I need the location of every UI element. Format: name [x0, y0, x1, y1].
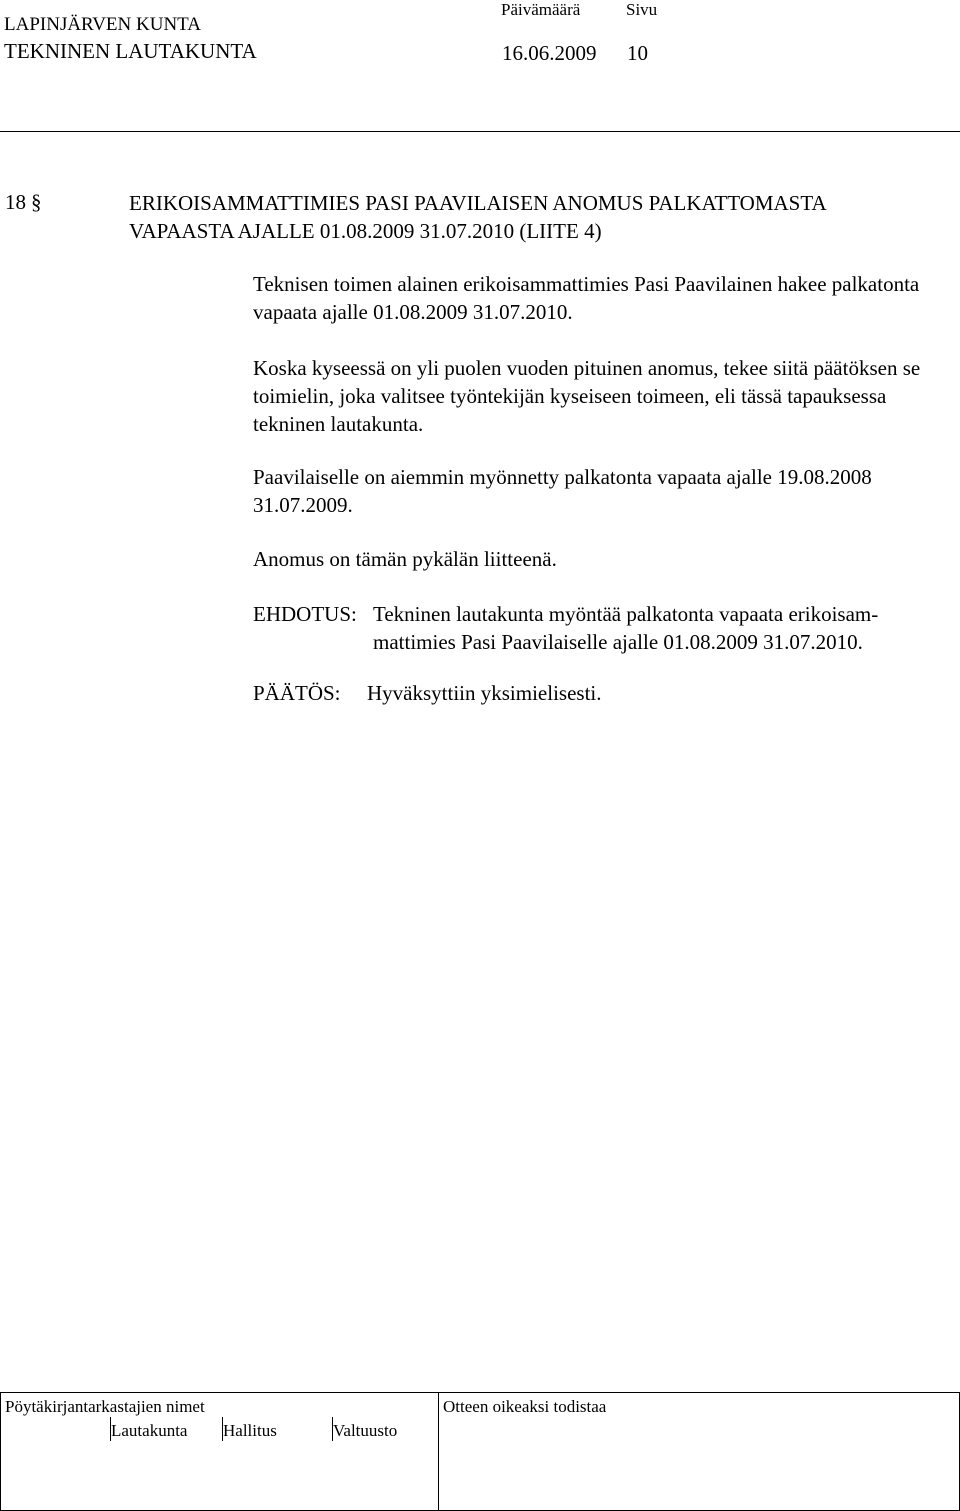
- signature-footer: [0, 1392, 960, 1511]
- column-lautakunta: Lautakunta: [111, 1421, 188, 1440]
- decision-text: Hyväksyttiin yksimielisesti.: [367, 681, 602, 705]
- header-divider: [0, 131, 960, 132]
- board-name: TEKNINEN LAUTAKUNTA: [4, 39, 257, 63]
- column-valtuusto: Valtuusto: [333, 1421, 398, 1440]
- section-number: 18: [5, 190, 26, 214]
- page-label: Sivu: [626, 0, 658, 19]
- date-label: Päivämäärä: [501, 0, 581, 19]
- body-paragraph-4: Anomus on tämän pykälän liitteenä.: [253, 547, 557, 571]
- body-paragraph-2: Koska kyseessä on yli puolen vuoden pituinen anomus, tekee siitä päätöksen se toimielin, joka valitsee työntekijän kyseiseen toimeen, eli tässä tapauksessa tekninen lautakunta.: [253, 356, 921, 436]
- body-paragraph-1: Teknisen toimen alainen erikoisammattimies Pasi Paavilainen hakee palkatonta vapaata ajalle 01.08.2009 31.07.2010.: [253, 272, 920, 324]
- column-hallitus: Hallitus: [223, 1421, 277, 1440]
- proposal-text-line-2: mattimies Pasi Paavilaiselle ajalle 01.08.2009 31.07.2010.: [373, 630, 863, 654]
- decision-label: PÄÄTÖS:: [253, 681, 341, 705]
- page-number: 10: [627, 41, 648, 65]
- section-title: ERIKOISAMMATTIMIES PASI PAAVILAISEN ANOMUS PALKATTOMASTA VAPAASTA AJALLE 01.08.2009 31.07.2010 (LIITE 4): [129, 191, 826, 243]
- footer-column-divider: [438, 1393, 439, 1510]
- body-paragraph-3: Paavilaiselle on aiemmin myönnetty palkatonta vapaata ajalle 19.08.2008 31.07.2009.: [253, 465, 872, 517]
- proposal-label: EHDOTUS:: [253, 602, 357, 626]
- proposal-text-line-1: Tekninen lautakunta myöntää palkatonta vapaata erikoisam-: [373, 602, 879, 626]
- document-date: 16.06.2009: [502, 41, 597, 65]
- svg-text:§: §: [31, 190, 42, 214]
- organization-name: LAPINJÄRVEN KUNTA: [4, 14, 201, 35]
- section-sign-icon: [30, 189, 44, 215]
- checkers-label: Pöytäkirjantarkastajien nimet: [5, 1397, 205, 1416]
- certified-label: Otteen oikeaksi todistaa: [443, 1397, 607, 1416]
